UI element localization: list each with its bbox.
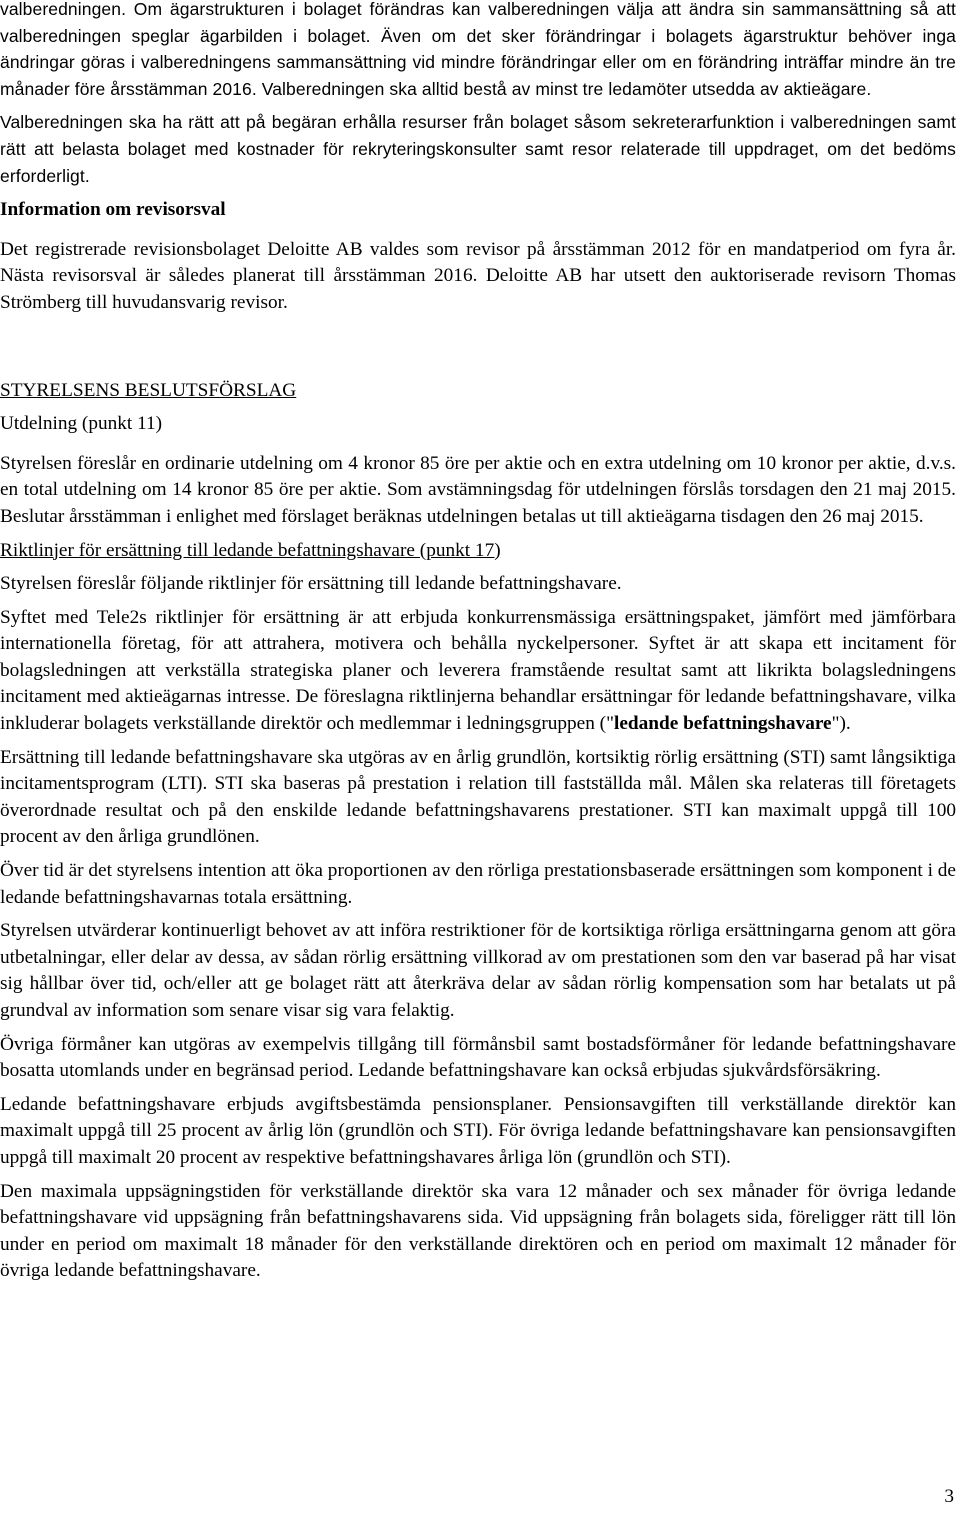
utdelning-paragraph: Styrelsen föreslår en ordinarie utdelning om 4 kronor 85 öre per aktie och en extra utdelning om 10 kronor per aktie, d.v.s. en total utdelning om 14 kronor 85 öre per aktie. Som avstämningsdag för utdelningen förslås torsdagen den 21 maj 2015. Beslutar årsstämman i enlighet med förslaget beräknas utdelningen betalas ut till aktieägarna tisdagen den 26 maj 2015. — [0, 452, 956, 527]
riktlinjer-paragraph-1: Styrelsen föreslår följande riktlinjer för ersättning till ledande befattningshavare. — [0, 573, 622, 595]
page-number: 3 — [944, 1486, 954, 1507]
riktlinjer-paragraph-6: Övriga förmåner kan utgöras av exempelvis tillgång till förmånsbil samt bostadsförmåner för ledande befattningshavare bosatta utomlands under en begränsad period. Ledande befattningshavare kan också erbjudas sjukvårdsförsäkring. — [0, 1033, 956, 1082]
riktlinjer-paragraph-7: Ledande befattningshavare erbjuds avgiftsbestämda pensionsplaner. Pensionsavgiften till verkställande direktör kan maximalt uppgå till 25 procent av årlig lön (grundlön och STI). För övriga ledande befattningshavare kan pensionsavgiften uppgå till maximalt 20 procent av respektive befattningshavares årliga lön (grundlön och STI). — [0, 1093, 956, 1168]
revisorsval-heading: Information om revisorsval — [0, 199, 226, 221]
riktlinjer-paragraph-4: Över tid är det styrelsens intention att öka proportionen av den rörliga prestationsbaserade ersättningen som komponent i de ledande befattningshavarnas totala ersättning. — [0, 860, 956, 908]
utdelning-heading: Utdelning (punkt 11) — [0, 413, 163, 435]
riktlinjer-paragraph-5: Styrelsen utvärderar kontinuerligt behovet av att införa restriktioner för de kortsiktiga rörliga ersättningarna genom att göra utbetalningar, eller delar av dessa, av sådan rörlig ersättning villkorad av om prestationen som den var baserad på har visat sig hållbar över tid, och/eller att ge bolaget rätt att återkräva delar av sådan rörlig kompensation som har betalats ut på grundval av information som senare visar sig vara felaktig. — [0, 920, 956, 1021]
riktlinjer-paragraph-8: Den maximala uppsägningstiden för verkställande direktör ska vara 12 månader och sex månader för övriga ledande befattningshavare vid uppsägning från befattningshavarens sida. Vid uppsägning från bolagets sida, föreligger rätt till lön under en period om maximalt 18 månader för den verkställande direktören och en period om maximalt 12 månader för övriga ledande befattningshavare. — [0, 1180, 956, 1282]
riktlinjer-paragraph-2-start: Syftet med Tele2s riktlinjer för ersättning är att erbjuda konkurrensmässiga ersättningspaket, jämfört med jämförbara internationella företag, för att attrahera, motivera och behålla nyckelpersoner. Syftet är att skapa ett incitament för bolagsledningen att verkställa strategiska planer och leverera framstående resultat samt att likrikta bolagsledningens incitament med aktieägarnas intresse. De föreslagna riktlinjerna behandlar ersättningar för ledande befattningshavare, vilka inkluderar bolagets verkställande direktör och medlemmar i ledningsgruppen (" — [0, 606, 956, 735]
revisorsval-paragraph: Det registrerade revisionsbolaget Deloitte AB valdes som revisor på årsstämman 2012 för en mandatperiod om fyra år. Nästa revisorsval är således planerat till årsstämman 2016. Deloitte AB har utsett den auktoriserade revisorn Thomas Strömberg till huvudansvarig revisor. — [0, 238, 956, 313]
valberedning-paragraph-1: valberedningen. Om ägarstrukturen i bolaget förändras kan valberedningen välja att ändra sin sammansättning så att valberedningen speglar ägarbilden i bolaget. Även om det sker förändringar i bolagets ägarstruktur behöver inga ändringar göras i valberedningens sammansättning vid mindre förändringar eller om en förändring inträffar mindre än tre månader före årsstämman 2016. Valberedningen ska alltid bestå av minst tre ledamöter utsedda av aktieägare. — [0, 0, 956, 99]
riktlinjer-paragraph-2 — [0, 605, 956, 738]
riktlinjer-paragraph-2-end: "). — [831, 713, 851, 735]
beslutsforslag-heading: STYRELSENS BESLUTSFÖRSLAG — [0, 379, 297, 401]
riktlinjer-heading: Riktlinjer för ersättning till ledande befattningshavare (punkt 17) — [0, 539, 501, 561]
defined-term: ledande befattningshavare — [613, 713, 832, 735]
riktlinjer-paragraph-3: Ersättning till ledande befattningshavare ska utgöras av en årlig grundlön, kortsiktig rörlig ersättning (STI) samt långsiktiga incitamentsprogram (LTI). STI ska baseras på prestation i relation till fastställda mål. Målen ska relateras till företagets överordnade resultat och på den enskilde ledande befattningshavarens prestationer. STI kan maximalt uppgå till 100 procent av den årliga grundlönen. — [0, 746, 956, 848]
valberedning-paragraph-2: Valberedningen ska ha rätt att på begäran erhålla resurser från bolaget såsom sekreterarfunktion i valberedningen samt rätt att belasta bolaget med kostnader för rekryteringskonsulter samt resor relaterade till uppdraget, om det bedöms erforderligt. — [0, 112, 956, 186]
